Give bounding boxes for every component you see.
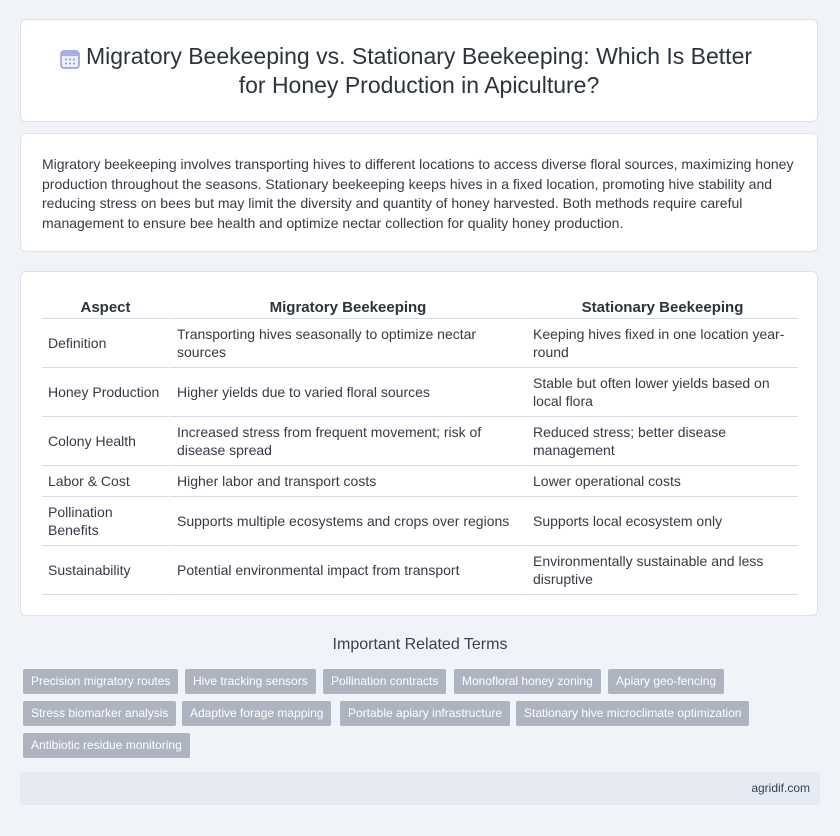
tag-portable-apiary-infrastructure[interactable]: Portable apiary infrastructure: [340, 701, 510, 726]
tag-adaptive-forage-mapping[interactable]: Adaptive forage mapping: [182, 701, 331, 726]
header-aspect: Aspect: [42, 296, 169, 319]
table-cell: Pollination Benefits: [42, 497, 169, 546]
comparison-card: [20, 271, 818, 616]
tag-monofloral-honey-zoning[interactable]: Monofloral honey zoning: [454, 669, 601, 694]
table-row: [42, 497, 798, 546]
table-cell: Stable but often lower yields based on local flora: [525, 368, 798, 417]
table-header-row: [42, 296, 798, 319]
table-cell: Environmentally sustainable and less disruptive: [525, 546, 798, 595]
related-terms-title: Important Related Terms: [332, 636, 508, 653]
table-cell: Lower operational costs: [525, 466, 798, 497]
intro-card: [20, 133, 818, 252]
intro-paragraph: Migratory beekeeping involves transporting hives to different locations to access diverse floral sources, maximizing honey production throughout the seasons. Stationary beekeeping keeps hives in a fixed location, promoting hive stability and reducing stress on bees but may limit the diversity and quantity of honey harvested. Both methods require careful management to ensure bee health and optimize nectar collection for quality honey production.: [42, 156, 794, 231]
table-cell: Honey Production: [42, 368, 169, 417]
table-row: [42, 319, 798, 368]
table-cell: Potential environmental impact from transport: [169, 546, 525, 595]
table-cell: Increased stress from frequent movement; risk of disease spread: [169, 417, 525, 466]
table-cell: Higher yields due to varied floral sources: [169, 368, 525, 417]
table-cell: Transporting hives seasonally to optimize nectar sources: [169, 319, 525, 368]
tag-hive-tracking-sensors[interactable]: Hive tracking sensors: [185, 669, 316, 694]
table-cell: Labor & Cost: [42, 466, 169, 497]
title-line-2: for Honey Production in Apiculture?: [238, 72, 600, 98]
header-migratory: Migratory Beekeeping: [169, 296, 525, 319]
footer: [20, 772, 820, 805]
tag-apiary-geo-fencing[interactable]: Apiary geo-fencing: [608, 669, 724, 694]
footer-site-link[interactable]: agridif.com: [751, 781, 810, 795]
title-line-1: Migratory Beekeeping vs. Stationary Beekeeping: Which Is Better: [85, 43, 753, 69]
table-cell: Supports multiple ecosystems and crops over regions: [169, 497, 525, 546]
table-cell: Definition: [42, 319, 169, 368]
tag-precision-migratory-routes[interactable]: Precision migratory routes: [23, 669, 178, 694]
table-cell: Reduced stress; better disease management: [525, 417, 798, 466]
header-stationary: Stationary Beekeeping: [525, 296, 798, 319]
title-card: [20, 19, 818, 122]
table-row: [42, 417, 798, 466]
tag-pollination-contracts[interactable]: Pollination contracts: [323, 669, 446, 694]
table-cell: Supports local ecosystem only: [525, 497, 798, 546]
table-cell: Colony Health: [42, 417, 169, 466]
tag-stress-biomarker-analysis[interactable]: Stress biomarker analysis: [23, 701, 176, 726]
page-title: [21, 42, 817, 100]
table-row: [42, 546, 798, 595]
table-cell: Sustainability: [42, 546, 169, 595]
table-cell: Keeping hives fixed in one location year-round: [525, 319, 798, 368]
comparison-table: [42, 296, 798, 595]
table-row: [42, 368, 798, 417]
tag-antibiotic-residue-monitoring[interactable]: Antibiotic residue monitoring: [23, 733, 190, 758]
table-row: [42, 466, 798, 497]
table-cell: Higher labor and transport costs: [169, 466, 525, 497]
tag-stationary-hive-microclimate-optimization[interactable]: Stationary hive microclimate optimization: [516, 701, 749, 726]
